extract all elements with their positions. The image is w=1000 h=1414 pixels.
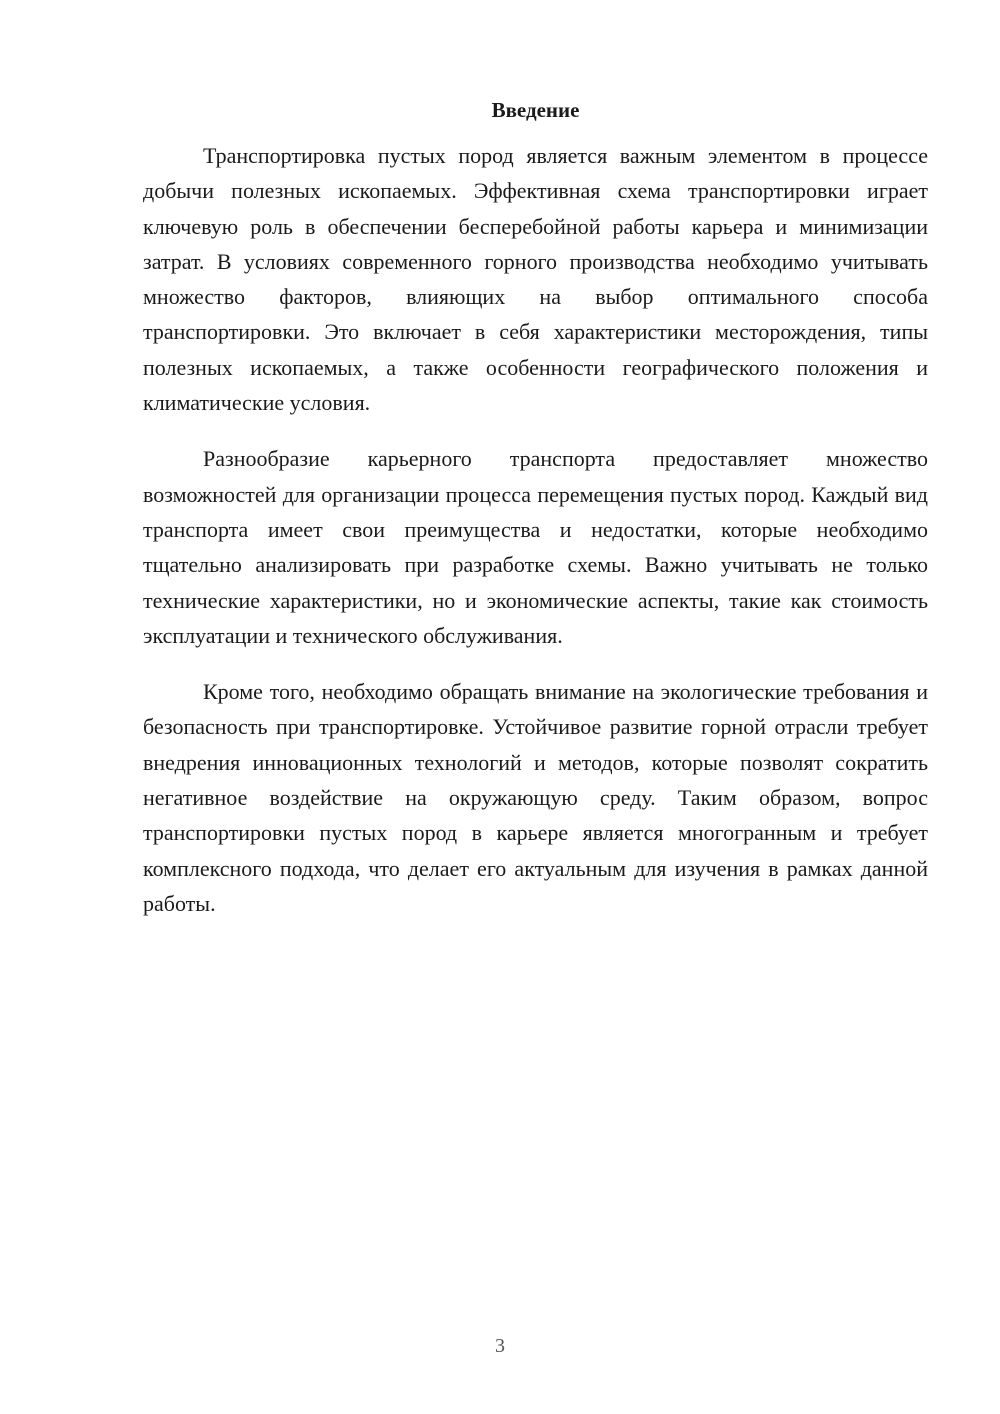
paragraph-3: Кроме того, необходимо обращать внимание на экологические требования и безопасность при транспортировке. Устойчивое развитие горной отрасли требует внедрения инновационных технологий и методов, которые позволят сократить негативное воздействие на окружающую среду. Таким образом, вопрос транспортировки пустых пород в карьере является многогранным и требует комплексного подхода, что делает его актуальным для изучения в рамках данной работы. [143, 679, 928, 916]
paragraph-1: Транспортировка пустых пород является важным элементом в процессе добычи полезных ископаемых. Эффективная схема транспортировки играет ключевую роль в обеспечении бесперебойной работы карьера и минимизации затрат. В условиях современного горного производства необходимо учитывать множество факторов, влияющих на выбор оптимального способа транспортировки. Это включает в себя характеристики месторождения, типы полезных ископаемых, а также особенности географического положения и климатические условия. [143, 143, 928, 416]
paragraph-2: Разнообразие карьерного транспорта предоставляет множество возможностей для организации процесса перемещения пустых пород. Каждый вид транспорта имеет свои преимущества и недостатки, которые необходимо тщательно анализировать при разработке схемы. Важно учитывать не только технические характеристики, но и экономические аспекты, такие как стоимость эксплуатации и технического обслуживания. [143, 446, 928, 648]
document-body [143, 96, 928, 942]
section-heading: Введение [491, 98, 580, 122]
page-number: 3 [495, 1335, 505, 1357]
